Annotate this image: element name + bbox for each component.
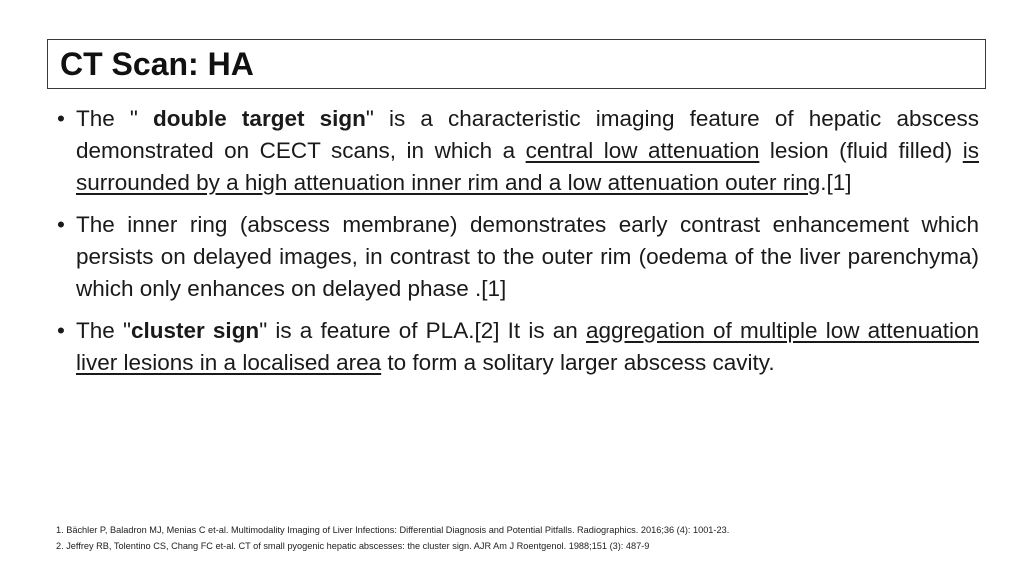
underlined-phrase: aggregation of multiple low attenuation liver lesions in a localised area: [76, 318, 979, 375]
slide-title: CT Scan: HA: [60, 46, 254, 82]
text-run: " is a feature of PLA.[2] It is an: [259, 318, 586, 343]
bullet-marker: •: [57, 106, 65, 131]
reference-2: 2. Jeffrey RB, Tolentino CS, Chang FC et-al. CT of small pyogenic hepatic abscesses: the cluster sign. AJR Am J Roentgenol. 1988;151 (3): 487-9: [56, 541, 650, 551]
text-run: " is a characteristic imaging feature of hepatic abscess demonstrated on CECT scans, in which a: [76, 106, 979, 163]
bullet-marker: •: [57, 212, 65, 237]
references: [56, 522, 996, 554]
bullet-item: [49, 209, 979, 305]
text-run: The inner ring (abscess membrane) demonstrates early contrast enhancement which persists on delayed images, in contrast to the outer rim (oedema of the liver parenchyma) which only enhances on delayed phase .[1]: [76, 212, 979, 301]
text-run: .[1]: [820, 170, 852, 195]
text-run: lesion (fluid filled): [759, 138, 963, 163]
text-run: to form a solitary larger abscess cavity.: [381, 350, 775, 375]
text-run: The ": [76, 106, 154, 131]
bullet-marker: •: [57, 318, 65, 343]
title-box: [47, 39, 986, 89]
underlined-phrase: central low attenuation: [525, 138, 760, 163]
bold-term-double-target-sign: double target sign: [153, 106, 366, 131]
bullet-item: [49, 103, 979, 199]
underlined-phrase: is surrounded by a high attenuation inner rim and a low attenuation outer ring: [76, 138, 979, 195]
reference-1: 1. Bächler P, Baladron MJ, Menias C et-al. Multimodality Imaging of Liver Infections: Differential Diagnosis and Potential Pitfalls. Radiographics. 2016;36 (4): 1001-23.: [56, 525, 730, 535]
bullet-text: [76, 212, 979, 301]
bold-term-cluster-sign: cluster sign: [130, 318, 260, 343]
text-run: The ": [76, 318, 131, 343]
bullet-item: [49, 315, 979, 379]
bullet-text: [76, 106, 979, 195]
bullet-text: [76, 318, 979, 375]
bullet-list: [49, 103, 979, 389]
